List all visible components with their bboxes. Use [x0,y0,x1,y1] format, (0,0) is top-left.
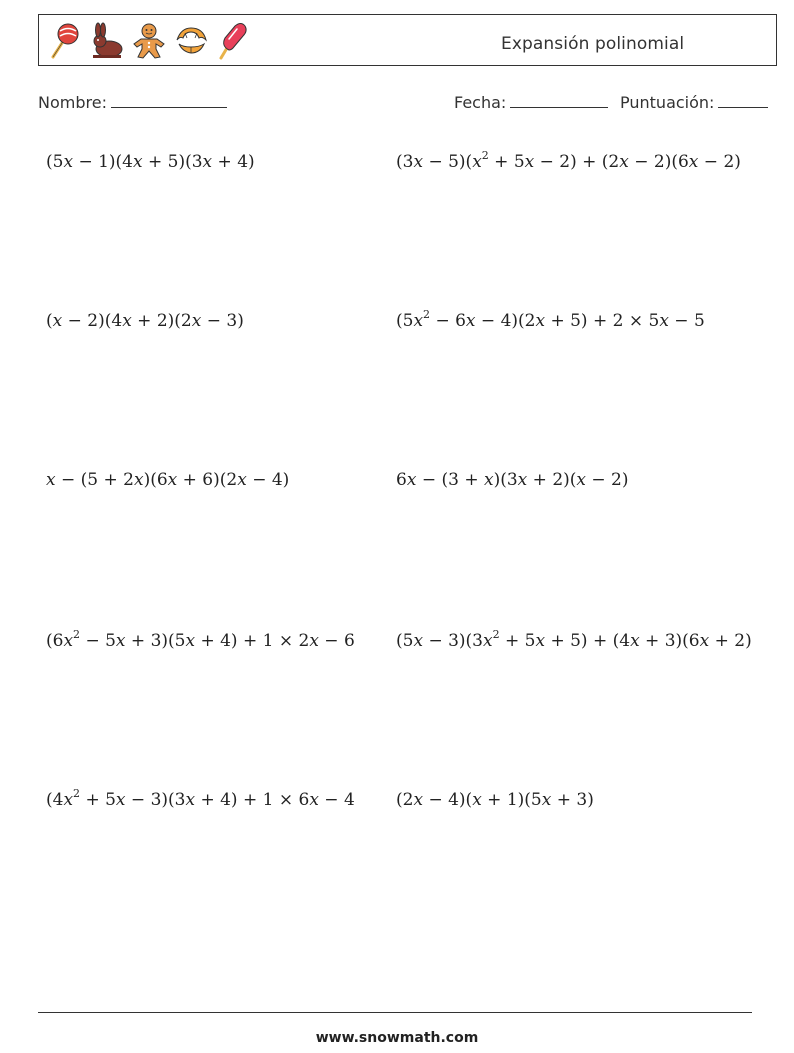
name-blank [111,93,227,108]
problem-5: x − (5 + 2x)(6x + 6)(2x − 4) [46,470,290,490]
problem-10: (2x − 4)(x + 1)(5x + 3) [396,790,594,810]
problem-1: (5x − 1)(4x + 5)(3x + 4) [46,152,255,172]
name-field [38,93,227,112]
header-icons [47,21,251,61]
problem-7: $(6x^2 - 5x + 3)(5x + 4) + 1 \times 2x - 6$ [46,628,355,651]
worksheet-header [38,14,777,66]
footer-rule [38,1012,752,1013]
problem-9: $(4x^2 + 5x - 3)(3x + 4) + 1 \times 6x - 4$ [46,787,355,810]
problem-4: $(5x^2 - 6x - 4)(2x + 5) + 2 \times 5x - 5$ [396,308,705,331]
problem-8: $(5x - 3)(3x^2 + 5x + 5) + (4x + 3)(6x + 2)$ [396,628,752,651]
date-field [454,93,608,112]
problem-2: $(3x - 5)(x^2 + 5x - 2) + (2x - 2)(6x - 2)$ [396,149,741,172]
date-blank [510,93,608,108]
score-blank [718,93,768,108]
date-label: Fecha: [454,93,507,112]
croissant-icon [173,22,209,60]
popsicle-icon [215,22,251,60]
worksheet-title: Expansión polinomial [501,34,685,54]
lollipop-icon [47,22,83,60]
chocolate-bunny-icon [89,22,125,60]
problem-3: (x − 2)(4x + 2)(2x − 3) [46,311,244,331]
score-label: Puntuación: [620,93,715,112]
gingerbread-man-icon [131,22,167,60]
score-field [620,93,768,112]
problem-6: 6x − (3 + x)(3x + 2)(x − 2) [396,470,629,490]
name-label: Nombre: [38,93,107,112]
footer-url: www.snowmath.com [315,1030,479,1046]
